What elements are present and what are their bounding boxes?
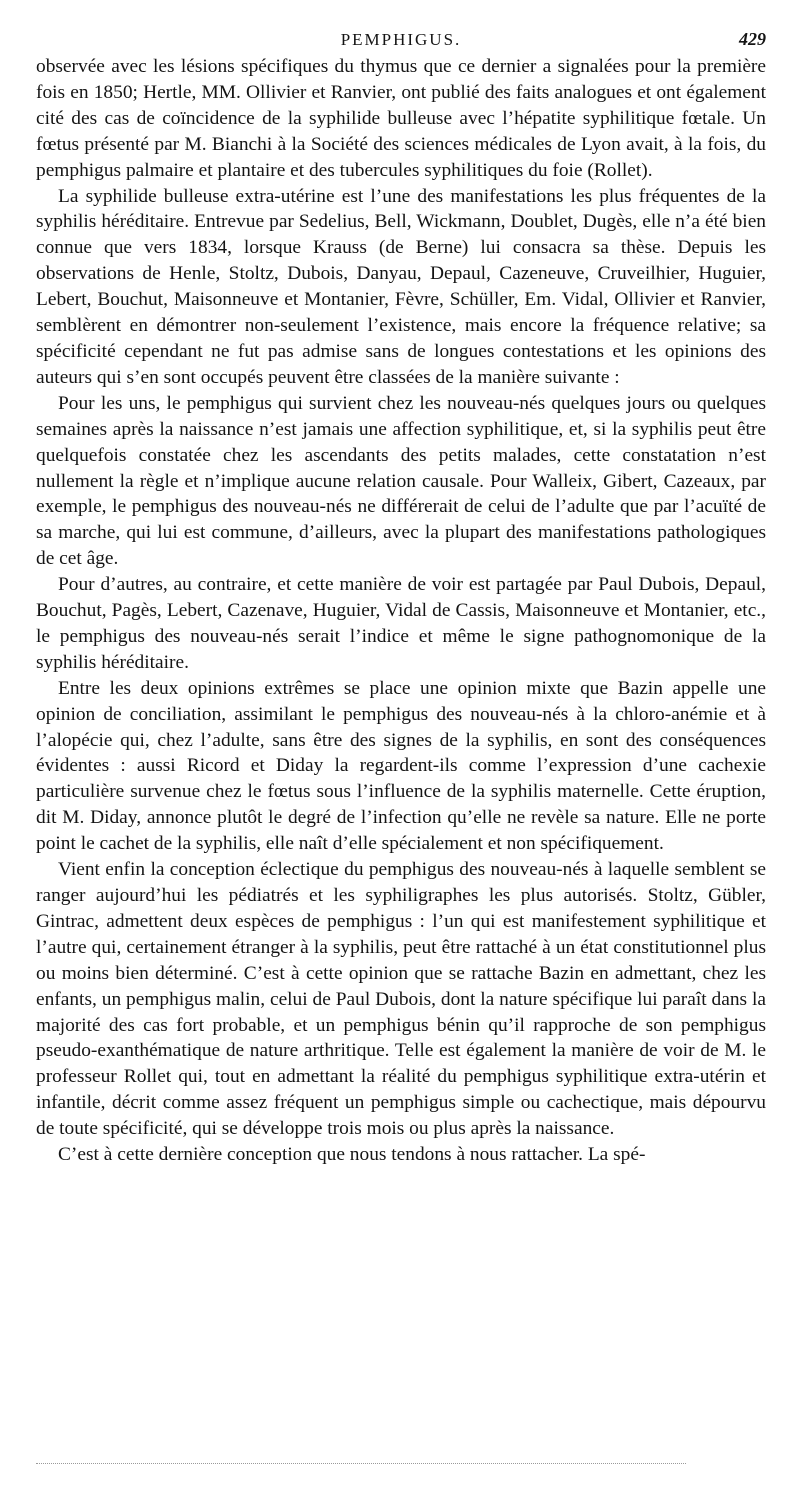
paragraph: Pour les uns, le pemphigus qui survient chez les nouveau-nés quelques jours ou quelques semaines après la naissance n’est jamais une affection syphilitique, et, si la syphilis peut être quelquefois constatée chez les ascendants des petits malades, cette constatation n’est nullement la règle et n’implique aucune relation causale. Pour Walleix, Gibert, Cazeaux, par exemple, le pemphigus des nouveau-nés ne différerait de celui de l’adulte que par l’acuïté de sa marche, qui lui est commune, d’ailleurs, avec la plupart des manifestations pathologiques de cet âge. xyxy=(36,392,766,570)
running-title: PEMPHIGUS. xyxy=(340,30,462,49)
paragraph: Vient enfin la conception éclectique du pemphigus des nouveau-nés à laquelle semblent se ranger aujourd’hui les pédiatrés et les syphiligraphes les plus autorisés. Stoltz, Gübler, Gintrac, admettent deux espèces de pemphigus : l’un qui est manifestement syphilitique et l’autre qui, certainement étranger à la syphilis, peut être rattaché à un état constitutionnel plus ou moins bien déterminé. C’est à cette opinion que se rattache Bazin en admettant, chez les enfants, un pemphigus malin, celui de Paul Dubois, dont la nature spécifique lui paraît dans la majorité des cas fort probable, et un pemphigus bénin qu’il rapproche de son pemphigus pseudo-exanthématique de nature arthritique. Telle est également la manière de voir de M. le professeur Rollet qui, tout en admettant la réalité du pemphigus syphilitique extra-utérin et infantile, décrit comme assez fréquent un pemphigus simple ou cachectique, mais dépourvu de toute spécificité, qui se développe trois mois ou plus après la naissance. xyxy=(36,859,766,1140)
footer-rule xyxy=(36,1463,686,1464)
paragraph: Pour d’autres, au contraire, et cette manière de voir est partagée par Paul Dubois, Depaul, Bouchut, Pagès, Lebert, Cazenave, Huguier, Vidal de Cassis, Maisonneuve et Montanier, etc., le pemphigus des nouveau-nés serait l’indice et même le signe pathognomonique de la syphilis héréditaire. xyxy=(36,574,766,673)
paragraph: La syphilide bulleuse extra-utérine est l’une des manifestations les plus fréquentes de la syphilis héréditaire. Entrevue par Sedelius, Bell, Wickmann, Doublet, Dugès, elle n’a été bien connue que vers 1834, lorsque Krauss (de Berne) lui consacra sa thèse. Depuis les observations de Henle, Stoltz, Dubois, Danyau, Depaul, Cazeneuve, Cruveilhier, Huguier, Lebert, Bouchut, Maisonneuve et Montanier, Fèvre, Schüller, Em. Vidal, Ollivier et Ranvier, semblèrent en démontrer non-seulement l’existence, mais encore la fréquence relative; sa spécificité cependant ne fut pas admise sans de longues contestations et les opinions des auteurs qui s’en sont occupés peuvent être classées de la manière suivante : xyxy=(36,185,766,388)
running-head xyxy=(36,30,766,52)
paragraph: Entre les deux opinions extrêmes se place une opinion mixte que Bazin appelle une opinion de conciliation, assimilant le pemphigus des nouveau-nés à la chloro-anémie et à l’alopécie qui, chez l’adulte, sans être des signes de la syphilis, en sont des conséquences évidentes : aussi Ricord et Diday la regardent-ils comme l’expression d’une cachexie particulière survenue chez le fœtus sous l’influence de la syphilis maternelle. Cette éruption, dit M. Diday, annonce plutôt le degré de l’infection qu’elle ne revèle sa nature. Elle ne porte point le cachet de la syphilis, elle naît d’elle spécialement et non spécifiquement. xyxy=(36,677,766,855)
page xyxy=(36,30,766,1168)
body-text xyxy=(36,54,766,1168)
paragraph: observée avec les lésions spécifiques du thymus que ce dernier a signalées pour la première fois en 1850; Hertle, MM. Ollivier et Ranvier, ont publié des faits analogues et ont également cité des cas de coïncidence de la syphilide bulleuse avec l’hépatite syphilitique fœtale. Un fœtus présenté par M. Bianchi à la Société des sciences médicales de Lyon avait, à la fois, du pemphigus palmaire et plantaire et des tubercules syphilitiques du foie (Rollet). xyxy=(36,56,766,181)
page-number: 429 xyxy=(739,29,766,49)
paragraph: C’est à cette dernière conception que nous tendons à nous rattacher. La spé- xyxy=(58,1144,646,1166)
